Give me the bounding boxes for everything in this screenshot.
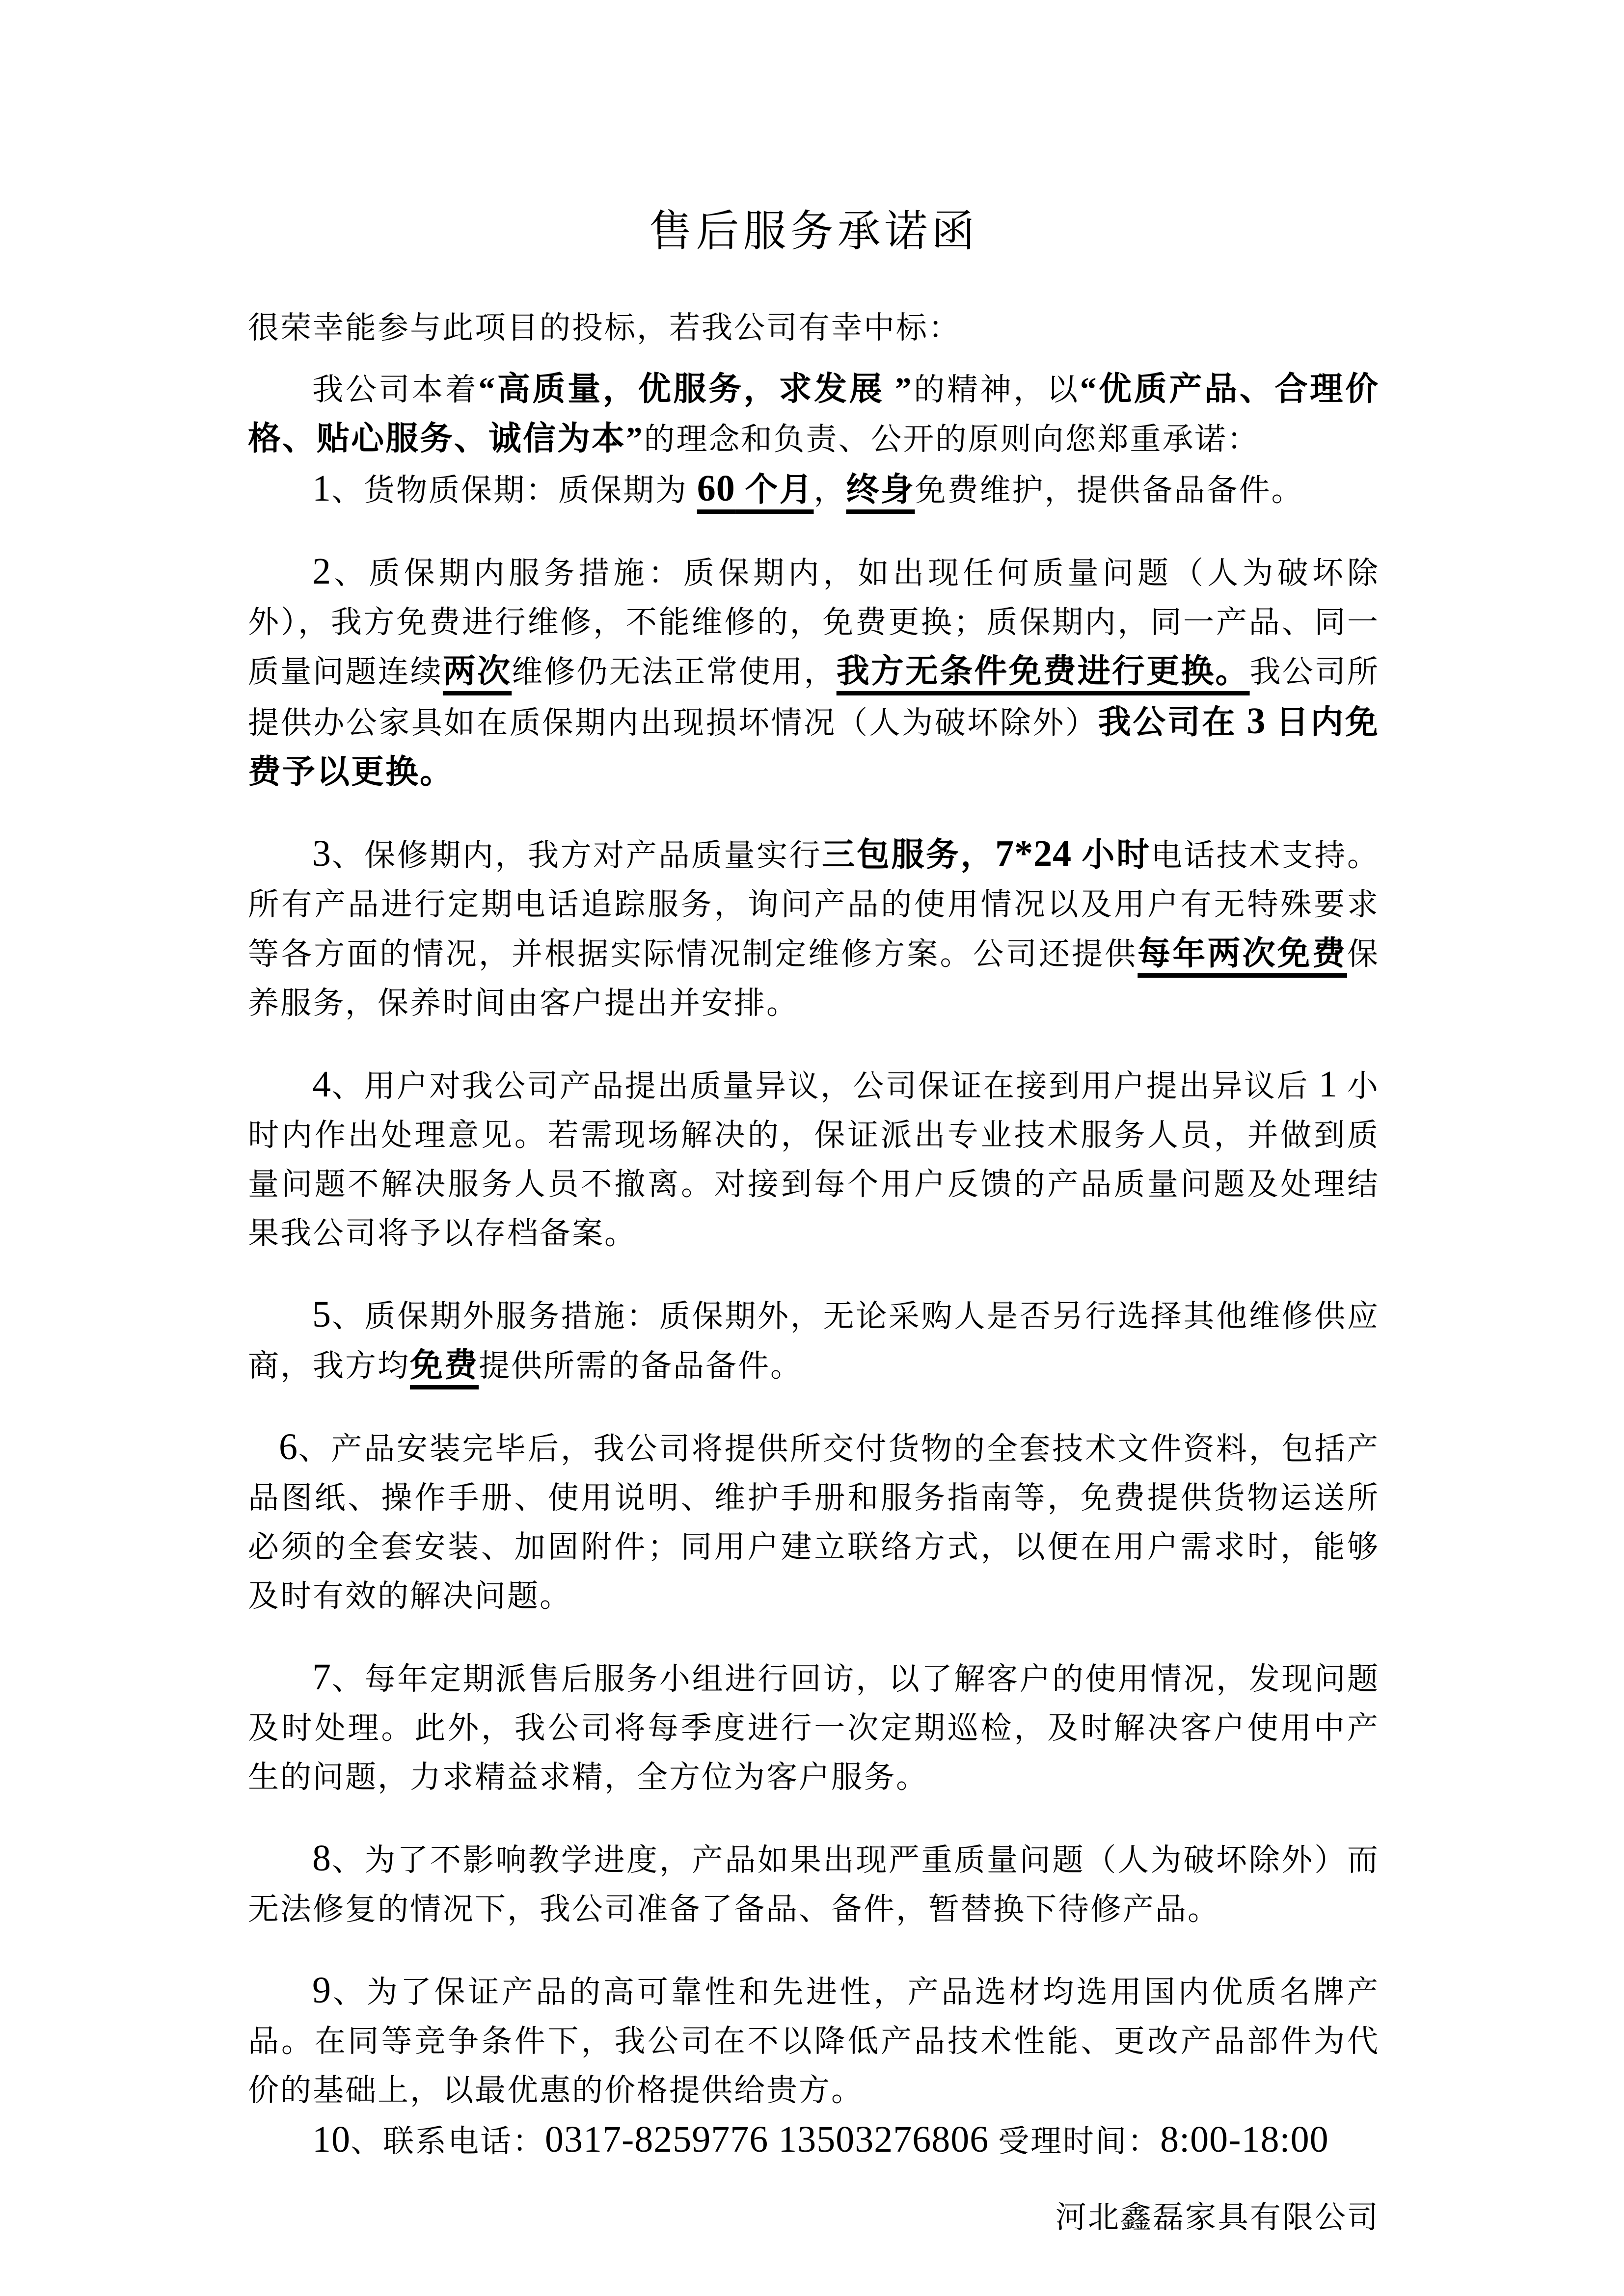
text-run: 小时 [1072, 837, 1151, 873]
text-run: 、为了保证产品的高可靠性和先进性，产品选材均选用国内优质名牌产品。在同等竞争条件下，我公司在不以降低产品技术性能、更改产品部件为代价的基础上，以最优惠的价格提供给贵方。 [248, 1975, 1380, 2108]
text-run: ， [813, 473, 846, 507]
paragraph-item-9 [248, 1966, 1380, 2115]
paragraph-item-7 [248, 1653, 1380, 1802]
text-run: 、联系电话： [351, 2124, 545, 2159]
text-run: 的理念和负责、公开的原则向您郑重承诺： [644, 422, 1260, 456]
paragraph-item-1 [248, 464, 1380, 515]
text-run: 每年两次免费 [1137, 935, 1348, 972]
paragraph-item-4 [248, 1060, 1380, 1258]
text-run: 日内免费予以更换。 [248, 704, 1380, 790]
text-run: 2 [312, 551, 331, 592]
text-run: 、保修期内，我方对产品质量实行 [331, 838, 822, 873]
document-body [248, 303, 1380, 2166]
document-title: 售后服务承诺函 [649, 208, 979, 256]
text-run: 4 [312, 1064, 331, 1105]
text-run: 我公司本着 [312, 373, 479, 407]
text-run: 8:00-18:00 [1160, 2119, 1329, 2160]
text-run: 10 [312, 2119, 351, 2160]
text-run: 1 [1318, 1064, 1338, 1105]
text-run: 维修仍无法正常使用， [512, 655, 837, 689]
text-run: 终身 [846, 472, 915, 508]
text-run: “高质量，优服务，求发展 ” [478, 371, 913, 407]
text-run: 60 [697, 468, 735, 509]
text-run: 、质保期外服务措施：质保期外，无论采购人是否另行选择其他维修供应商，我方均 [248, 1299, 1380, 1383]
paragraph-item-8 [248, 1834, 1380, 1934]
text-run: 个月 [735, 472, 814, 508]
paragraph-item-2 [248, 547, 1380, 797]
paragraph-item-10 [248, 2115, 1380, 2166]
text-run: 6 [279, 1426, 298, 1468]
paragraph-item-3 [248, 829, 1380, 1028]
text-run: 、产品安装完毕后，我公司将提供所交付货物的全套技术文件资料，包括产品图纸、操作手册、使用说明、维护手册和服务指南等，免费提供货物运送所必须的全套安装、加固附件；同用户建立联络方式，以便在用户需求时，能够及时有效的解决问题。 [248, 1432, 1380, 1613]
text-run: 0317-8259776 13503276806 [545, 2119, 989, 2160]
text-run: 9 [312, 1970, 331, 2011]
text-run: 免费 [410, 1347, 479, 1384]
text-run: 电话技术支持。所有产品进行定期电话追踪服务，询问产品的使用情况以及用户有无特殊要求等各方面的情况，并根据实际情况制定维修方案。公司还提供 [248, 838, 1380, 971]
text-run: 小时内作出处理意见。若需现场解决的，保证派出专业技术服务人员，并做到质量问题不解决服务人员不撤离。对接到每个用户反馈的产品质量问题及处理结果我公司将予以存档备案。 [248, 1069, 1380, 1251]
text-run: 免费维护，提供备品备件。 [915, 473, 1304, 507]
text-run: 5 [312, 1294, 331, 1335]
text-run: 、每年定期派售后服务小组进行回访，以了解客户的使用情况，发现问题及时处理。此外，我公司将每季度进行一次定期巡检，及时解决客户使用中产生的问题，力求精益求精，全方位为客户服务。 [248, 1662, 1380, 1794]
text-run: 很荣幸能参与此项目的投标，若我公司有幸中标： [248, 311, 961, 345]
text-run: 我公司所提供办公家具如在质保期内出现损坏情况（人为破坏除外） [248, 655, 1380, 740]
paragraph-commitment [248, 365, 1380, 464]
paragraph-item-5 [248, 1290, 1380, 1390]
footer-company-name: 河北鑫磊家具有限公司 [1056, 2200, 1380, 2235]
text-run: 1 [312, 468, 331, 509]
text-run: “优质产品、合理价格、贴心服务、诚信为本” [248, 371, 1380, 457]
paragraph-intro [248, 303, 1380, 352]
text-run: 、用户对我公司产品提出质量异议，公司保证在接到用户提出异议后 [331, 1069, 1319, 1103]
text-run: 提供所需的备品备件。 [479, 1349, 803, 1383]
text-run: 保养服务，保养时间由客户提出并安排。 [248, 937, 1380, 1020]
text-run: 、为了不影响教学进度，产品如果出现严重质量问题（人为破坏除外）而无法修复的情况下，我公司准备了备品、备件，暂替换下待修产品。 [248, 1843, 1380, 1926]
text-run: 两次 [442, 653, 512, 690]
text-run: 3 [1246, 700, 1266, 742]
text-run: 7*24 [995, 833, 1072, 874]
text-run: 、货物质保期：质保期为 [331, 473, 697, 507]
text-run: 三包服务， [822, 837, 996, 873]
text-run: 的精神，以 [913, 373, 1080, 407]
paragraph-item-6 [248, 1422, 1380, 1621]
text-run: 、质保期内服务措施：质保期内，如出现任何质量问题（人为破坏除外），我方免费进行维修，不能维修的，免费更换；质保期内，同一产品、同一质量问题连续 [248, 556, 1380, 689]
text-run: 8 [312, 1838, 331, 1879]
text-run: 3 [312, 833, 331, 874]
text-run: 我方无条件免费进行更换。 [836, 653, 1250, 690]
text-run: 我公司在 [1098, 704, 1247, 741]
text-run: 受理时间： [989, 2124, 1161, 2159]
text-run: 7 [312, 1656, 331, 1698]
